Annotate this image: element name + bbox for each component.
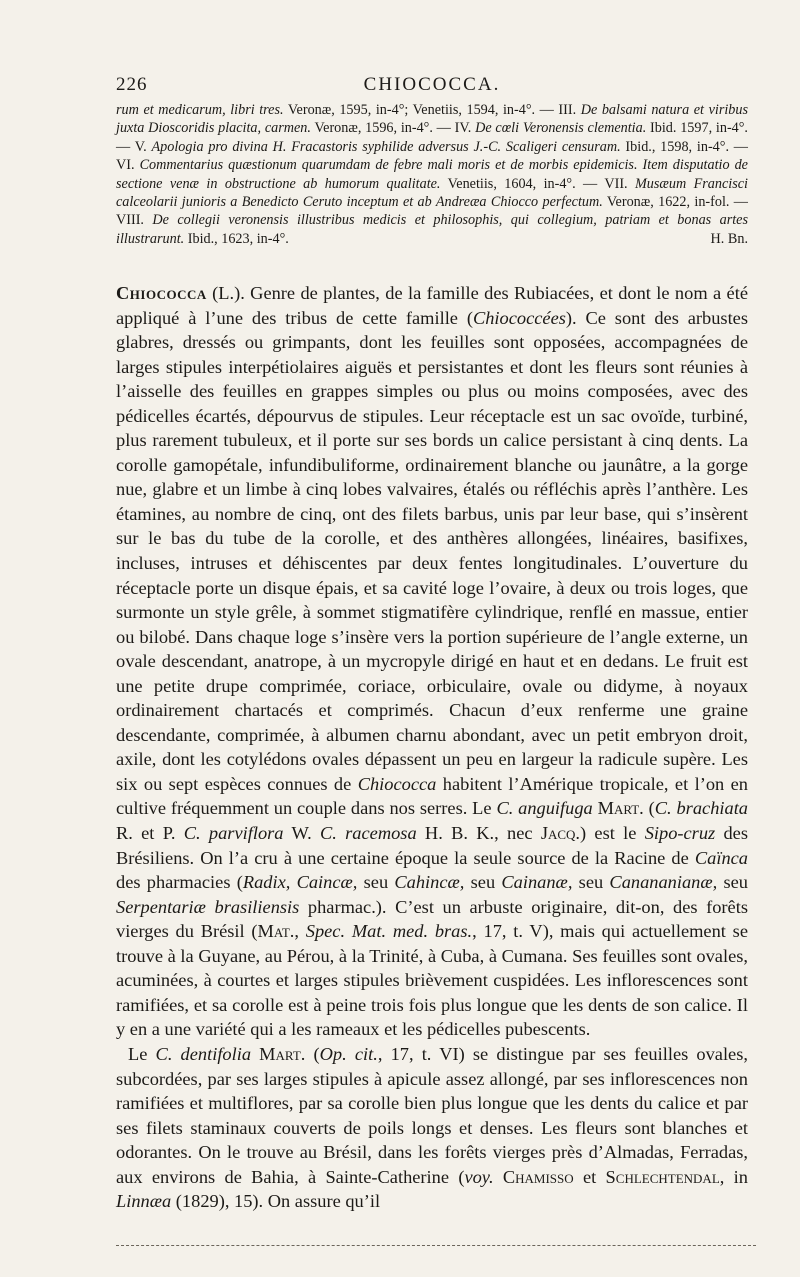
biblio-imprint: Ibid., 1623, in-4°. — [184, 230, 289, 247]
biblio-imprint: Veronæ, 1622, in-fol. — VIII. — [116, 194, 748, 229]
biblio-imprint: Ibid. 1597, in-4°. — V. — [116, 120, 748, 155]
article-paragraph-1: Chiococca (L.). Genre de plantes, de la famille des Rubiacées, et dont le nom a été appliqué à l’une des tribus de cette famille (Chiococcées). Ce sont des arbustes glabres, dressés ou grimpants, dont les feuilles sont opposées, accompagnées de larges stipules interpétiolaires aiguës et persistantes et dont les fleurs sont réunies à l’aisselle des feuilles en grappes simples ou plus ou moins composées, avec des pédicelles écartés, dépourvus de stipules. Leur réceptacle est un sac ovoïde, turbiné, plus rarement tubuleux, et il porte sur ses bords un calice persistant à cinq dents. La corolle gamopétale, infundibuliforme, ordinairement blanche ou jaunâtre, a la gorge nue, glabre et un limbe à cinq lobes valvaires, étalés ou réfléchis après l’anthère. Les étamines, au nombre de cinq, ont des filets barbus, unis par leur base, qui s’insèrent sur le bas du tube de la corolle, et des anthères allongées, linéaires, basifixes, incluses, intruses et déhiscentes par deux fentes longitudinales. L’ouverture du réceptacle porte un disque épais, et sa cavité loge l’ovaire, à deux ou trois loges, que surmonte un style grêle, à sommet stigmatifère cylindrique, renflé en massue, entier ou bilobé. Dans chaque loge s’insère vers la portion supérieure de l’angle externe, un ovale descendant, anatrope, à un mycropyle dirigé en haut et en dedans. Le fruit est une petite drupe comprimée, coriace, orbiculaire, ovale ou didyme, à noyaux ordinairement chartacés et comprimés. Chacun d’eux renferme une graine descendante, comprimée, à albumen charnu abondant, avec un petit embryon droit, axile, dont les cotylédons ovales dépassent un peu en largeur la radicule supère. Les six ou sept espèces connues de Chiococca habitent l’Amérique tropicale, et l’on en cultive fréquemment un couple dans nos serres. Le C. anguifuga Mart. (C. brachiata R. et P. C. parviflora W. C. racemosa H. B. K., nec Jacq.) est le Sipo-cruz des Brésiliens. On l’a cru à une certaine époque la seule source de la Racine de Caïnca des pharmacies (Radix, Caincæ, seu Cahincæ, seu Cainanæ, seu Canananianæ, seu Serpentariæ brasiliensis pharmac.). C’est un arbuste originaire, dit-on, des forêts vierges du Brésil (Mat., Spec. Mat. med. bras., 17, t. V), mais qui actuellement se trouve à la Guyane, au Pérou, à la Trinité, à Cuba, à Cumana. Ses feuilles sont ovales, acuminées, à courtes et larges stipules brièvement cuspidées. Les inflorescences sont ramifiées, et sa corolle est à peine trois fois plus longue que les dents de son calice. Il y en a une variété qui a les rameaux et les pédicelles pubescents. — [116, 283, 748, 1040]
author-signature: H. Bn. — [710, 230, 748, 247]
article-chiococca — [116, 281, 748, 1214]
running-head — [116, 74, 748, 98]
running-title: CHIOCOCCA. — [363, 74, 501, 95]
biblio-title: Musæum Francisci calceolarii junioris a Benedicto Ceruto inceptum et ab Andreæa Chiocco perfectum. — [116, 175, 748, 211]
biblio-imprint: Veronæ, 1595, in-4°; Venetiis, 1594, in-4°. — III. — [283, 102, 581, 118]
biblio-title: De collegii veronensis illustribus medicis et philosophis, qui collegium, patriam et bonas artes illustrarunt. — [116, 212, 748, 247]
biblio-title: rum et medicarum, libri tres. — [116, 102, 284, 118]
biblio-imprint: Venetiis, 1604, in-4°. — VII. — [440, 175, 635, 192]
article-paragraph-2: Le C. dentifolia Mart. (Op. cit., 17, t. VI) se distingue par ses feuilles ovales, subcordées, par ses larges stipules à apicule assez allongé, par ses inflorescences non ramifiées et multiflores, par sa corolle bien plus longue que les dents du calice et par ses filets staminaux couverts de poils longs et denses. Les fleurs sont blanches et odorantes. On le trouve au Brésil, dans les forêts vierges près d’Almadas, Ferradas, aux environs de Bahia, à Sainte-Catherine (voy. Chamisso et Schlechtendal, in Linnæa (1829), 15). On assure qu’il — [116, 1043, 748, 1212]
biblio-title: Commentarius quæstionum quarumdam de febre mali moris et de morbis epidemicis. Item disputatio de sectione venæ in obstructione ab humorum qualitate. — [116, 157, 748, 192]
biblio-title: De balsami natura et viribus juxta Dioscoridis placita, carmen. — [116, 102, 748, 137]
head-word: Chiococca — [116, 283, 207, 303]
page-number: 226 — [116, 74, 148, 95]
biblio-title: De cœli Veronensis clementia. — [475, 120, 647, 137]
footer-rule — [116, 1245, 756, 1246]
bibliography-continuation — [116, 101, 748, 248]
biblio-title: Apologia pro divina H. Fracastoris syphilide adversus J.-C. Scaligeri censuram. — [151, 138, 621, 155]
biblio-imprint: Veronæ, 1596, in-4°. — IV. — [310, 120, 476, 137]
biblio-imprint: Ibid., 1598, in-4°. — VI. — [116, 138, 748, 174]
